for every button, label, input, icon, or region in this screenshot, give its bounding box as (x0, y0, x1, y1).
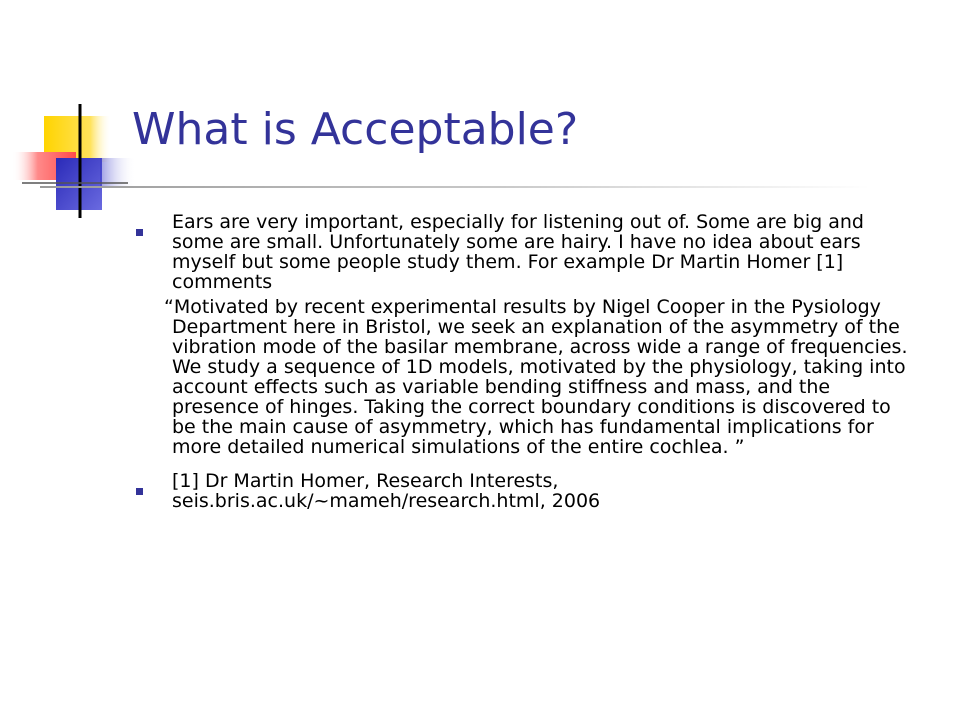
bullet-item-reference (136, 471, 916, 511)
reference-text: [1] Dr Martin Homer, Research Interests, seis.bris.ac.uk/~mameh/research.html, 2006 (172, 470, 601, 512)
square-bullet-icon (136, 229, 143, 236)
slide-body (136, 212, 916, 511)
bullet-item-intro (136, 212, 916, 292)
corner-squares-decoration (0, 0, 140, 230)
square-bullet-icon (136, 488, 143, 495)
decor-blue-fade (100, 158, 136, 186)
intro-text: Ears are very important, especially for listening out of. Some are big and some are small. Unfortunately some are hairy. I have no idea about ears myself but some people study them. For example Dr Martin Homer [1] comments (172, 211, 864, 293)
title-underline (40, 186, 870, 188)
quote-text: “Motivated by recent experimental results by Nigel Cooper in the Pysiology Department here in Bristol, we seek an explanation of the asymmetry of the vibration mode of the basilar membrane, across wide a range of frequencies. We study a sequence of 1D models, motivated by the physiology, taking into account effects such as variable bending stiffness and mass, and the presence of hinges. Taking the correct boundary conditions is discovered to be the main cause of asymmetry, which has fundamental implications for more detailed numerical simulations of the entire cochlea. ” (164, 296, 908, 458)
quote-block (136, 297, 916, 457)
slide-title: What is Acceptable? (132, 104, 579, 155)
